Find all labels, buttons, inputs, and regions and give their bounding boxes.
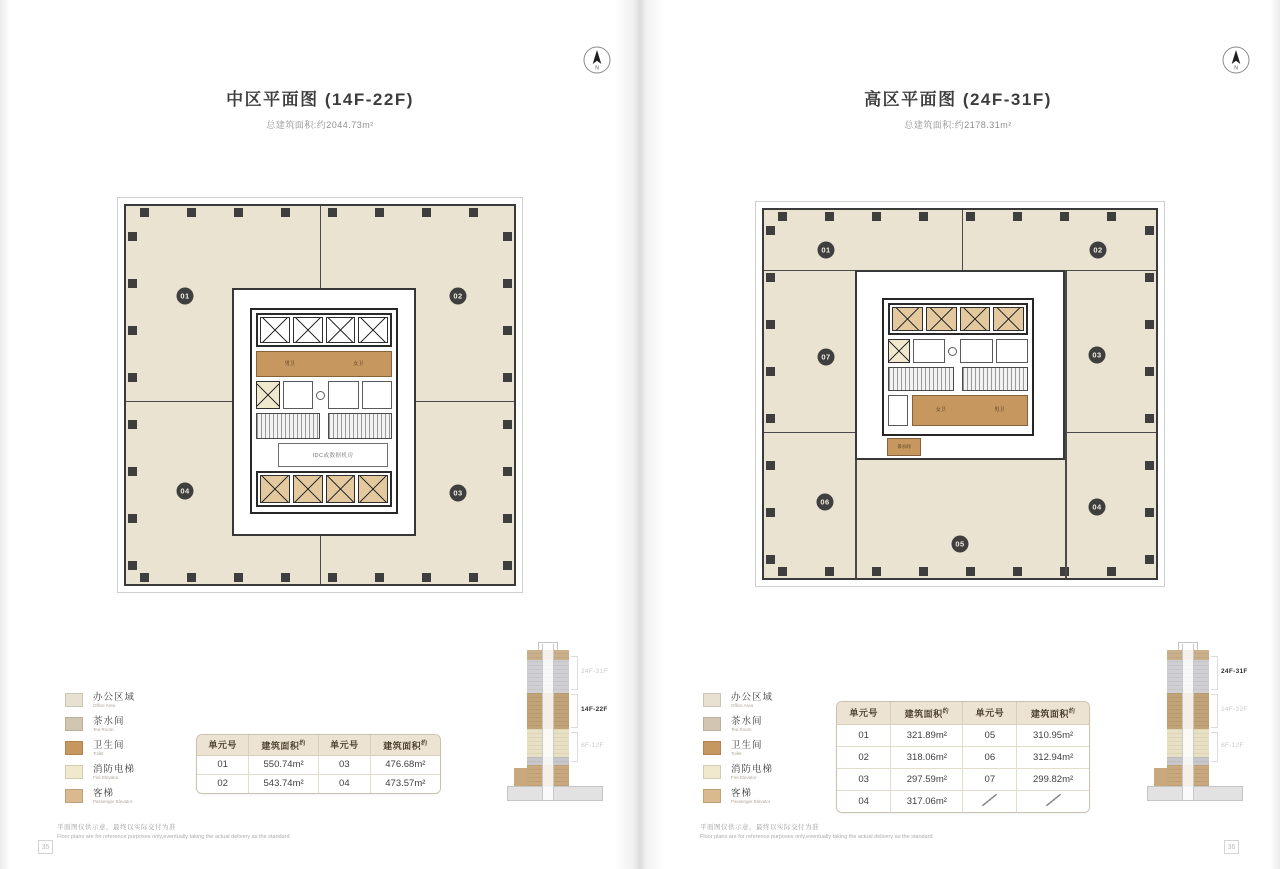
unit-badge-01: 01: [177, 288, 194, 305]
legend-item: 卫生间 Toilet: [65, 741, 200, 765]
legend-swatch-tearoom: [703, 717, 721, 731]
fixture-icon: [316, 391, 325, 400]
unit-badge-04: 04: [177, 483, 194, 500]
area-cell: 317.06m²: [891, 790, 963, 812]
unit-divider-wall: [1065, 270, 1067, 578]
unit-divider-wall: [320, 536, 321, 584]
stack-bracket: [1211, 694, 1218, 728]
mullions-left: [766, 224, 775, 564]
mullions-left: [128, 220, 137, 570]
slash-mark: [1046, 794, 1061, 806]
unit-cell: 01: [197, 755, 249, 774]
unit-badge-02: 02: [450, 288, 467, 305]
core-courtyard: [232, 288, 416, 536]
legend-swatch-toilet: [65, 741, 83, 755]
page-title: 中区平面图 (14F-22F): [226, 90, 414, 109]
area-cell: 543.74m²: [249, 774, 319, 793]
fixture-icon: [948, 347, 957, 356]
area-cell: 550.74m²: [249, 755, 319, 774]
slash-mark: [982, 794, 997, 806]
stair-zone: [888, 367, 1028, 391]
fire-elevator-icon: [888, 339, 910, 363]
service-room: [283, 381, 313, 409]
stack-label-6-12: 6F-12F: [581, 742, 604, 749]
unit-divider-wall: [764, 432, 855, 433]
legend-item: 卫生间 Toilet: [703, 741, 838, 765]
table-header-row: 单元号 建筑面积$^约$ 单元号 建筑面积$^约$: [837, 702, 1089, 724]
stairwell-icon: [962, 367, 1028, 391]
area-table-mid-zone: [196, 734, 441, 794]
unit-divider-wall: [1066, 432, 1156, 433]
empty-cell: [1017, 790, 1089, 812]
table-row: [837, 790, 1089, 812]
legend: [703, 693, 838, 813]
svg-text:N: N: [595, 65, 599, 72]
elevator-shaft-icon: [358, 475, 388, 503]
stack-label-14-22: 14F-22F: [1221, 706, 1248, 713]
stair-zone: [256, 413, 392, 439]
elevator-shaft-icon: [926, 307, 957, 331]
idc-room: IDC或数据机房: [278, 443, 388, 467]
legend-item: 办公区域 Office Area: [65, 693, 200, 717]
toilet-zone: [912, 395, 1028, 426]
service-room: [328, 381, 358, 409]
stairwell-icon: [328, 413, 392, 439]
unit-divider-wall: [126, 401, 232, 402]
legend-swatch-tearoom: [65, 717, 83, 731]
stack-bracket: [1211, 656, 1218, 690]
core-courtyard: [855, 270, 1065, 460]
elevator-shaft-icon: [993, 307, 1024, 331]
north-compass-icon: [582, 45, 612, 75]
building-stack-diagram: [1145, 640, 1257, 810]
page-number: 35: [38, 840, 53, 854]
stack-shaft: [1182, 644, 1194, 800]
stairwell-icon: [256, 413, 320, 439]
stack-label-6-12: 6F-12F: [1221, 742, 1244, 749]
service-room: [362, 381, 392, 409]
legend-swatch-passenger-elevator: [65, 789, 83, 803]
elevator-shaft-icon: [260, 475, 290, 503]
elevator-shaft-icon: [326, 475, 356, 503]
area-cell: 299.82m²: [1017, 768, 1089, 790]
service-room: [913, 339, 945, 363]
stack-label-24-31: 24F-31F: [581, 668, 608, 675]
unit-badge-04: 04: [1089, 499, 1106, 516]
page-subtitle: 总建筑面积:约2178.31m²: [904, 120, 1012, 130]
elevator-shaft-icon: [326, 317, 356, 343]
stack-base: [1147, 786, 1243, 801]
elevator-bank: [256, 471, 392, 507]
toilet-female-label: 女卫: [353, 360, 364, 367]
legend-item: 茶水间 Tea Room: [65, 717, 200, 741]
unit-cell: 01: [837, 724, 891, 746]
north-compass-icon: [1221, 45, 1251, 75]
unit-badge-02: 02: [1090, 242, 1107, 259]
legend-swatch-fire-elevator: [703, 765, 721, 779]
area-cell: 476.68m²: [370, 755, 440, 774]
empty-cell: [963, 790, 1017, 812]
unit-cell: 05: [963, 724, 1017, 746]
building-core: [882, 298, 1034, 436]
unit-divider-wall: [416, 401, 514, 402]
table-header-row: 单元号 建筑面积$^约$ 单元号 建筑面积$^约$: [197, 735, 440, 755]
area-cell: 473.57m²: [370, 774, 440, 793]
tea-room: 茶水间: [887, 438, 921, 456]
legend-swatch-office: [65, 693, 83, 707]
unit-badge-06: 06: [817, 494, 834, 511]
unit-divider-wall: [962, 210, 963, 270]
area-cell: 312.94m²: [1017, 746, 1089, 768]
area-cell: 297.59m²: [891, 768, 963, 790]
unit-cell: 06: [963, 746, 1017, 768]
stairwell-icon: [888, 367, 954, 391]
left-page-edge-shadow: [0, 0, 10, 869]
mullions-right: [503, 220, 512, 570]
page-title: 高区平面图 (24F-31F): [864, 90, 1052, 109]
building-stack-diagram: [505, 640, 617, 810]
unit-cell: 04: [837, 790, 891, 812]
elevator-bank: [256, 313, 392, 347]
building-core: [250, 308, 398, 514]
unit-badge-01: 01: [818, 242, 835, 259]
right-page-edge-shadow: [1270, 0, 1280, 869]
stack-base: [507, 786, 603, 801]
legend-item: 客梯 Passenger Elevator: [703, 789, 838, 813]
legend-item: 办公区域 Office Area: [703, 693, 838, 717]
toilet-male-label: 男卫: [284, 360, 295, 367]
disclaimer: 平面图仅供示意，最终以实际交付为准 Floor plans are for reference purposes only,eventually taking the actual delivery as the standard: [57, 824, 290, 841]
elevator-shaft-icon: [358, 317, 388, 343]
legend-swatch-office: [703, 693, 721, 707]
stack-label-24-31: 24F-31F: [1221, 668, 1248, 675]
unit-badge-03: 03: [450, 485, 467, 502]
toilet-male-label: 男卫: [994, 407, 1005, 413]
elevator-shaft-icon: [293, 317, 323, 343]
stack-bracket: [1211, 732, 1218, 762]
legend-item: 客梯 Passenger Elevator: [65, 789, 200, 813]
service-zone: [888, 339, 1028, 363]
unit-cell: 03: [318, 755, 370, 774]
table-row: [837, 746, 1089, 768]
legend: [65, 693, 200, 813]
unit-cell: 03: [837, 768, 891, 790]
area-cell: 318.06m²: [891, 746, 963, 768]
mullions-bottom: [778, 567, 1142, 576]
unit-cell: 02: [837, 746, 891, 768]
legend-swatch-fire-elevator: [65, 765, 83, 779]
stack-bracket: [571, 656, 578, 690]
unit-badge-05: 05: [952, 536, 969, 553]
unit-cell: 04: [318, 774, 370, 793]
page-subtitle: 总建筑面积:约2044.73m²: [266, 120, 374, 130]
floor-plan-mid-zone: [124, 204, 516, 586]
legend-swatch-passenger-elevator: [703, 789, 721, 803]
table-row: [197, 755, 440, 774]
elevator-shaft-icon: [293, 475, 323, 503]
svg-text:N: N: [1234, 65, 1238, 72]
table-row: [837, 768, 1089, 790]
legend-item: 消防电梯 Fire Elevator: [65, 765, 200, 789]
service-room: [996, 339, 1028, 363]
table-row: [197, 774, 440, 793]
disclaimer: 平面图仅供示意，最终以实际交付为准 Floor plans are for reference purposes only,eventually taking the actual delivery as the standard: [700, 824, 933, 841]
toilet-female-label: 女卫: [935, 407, 946, 413]
mullions-top: [778, 212, 1142, 221]
area-cell: 310.95m²: [1017, 724, 1089, 746]
mullions-right: [1145, 224, 1154, 564]
unit-cell: 02: [197, 774, 249, 793]
unit-badge-07: 07: [818, 349, 835, 366]
stack-shaft: [542, 644, 554, 800]
page-number: 36: [1224, 840, 1239, 854]
fire-elevator-icon: [256, 381, 280, 409]
area-table-high-zone: [836, 701, 1090, 813]
stack-bracket: [571, 732, 578, 762]
stack-label-14-22: 14F-22F: [581, 706, 608, 713]
stack-podium: [1154, 768, 1167, 788]
stack-bracket: [571, 694, 578, 728]
unit-divider-wall: [320, 206, 321, 288]
service-room: [888, 395, 908, 426]
elevator-shaft-icon: [960, 307, 991, 331]
toilet-zone: [256, 351, 392, 377]
page-gutter-shadow: [614, 0, 666, 869]
legend-swatch-toilet: [703, 741, 721, 755]
service-room: [960, 339, 992, 363]
stack-podium: [514, 768, 527, 788]
legend-item: 茶水间 Tea Room: [703, 717, 838, 741]
elevator-shaft-icon: [260, 317, 290, 343]
elevator-shaft-icon: [892, 307, 923, 331]
service-zone: [256, 381, 392, 409]
table-row: [837, 724, 1089, 746]
legend-item: 消防电梯 Fire Elevator: [703, 765, 838, 789]
elevator-bank: [888, 303, 1028, 335]
floor-plan-high-zone: [762, 208, 1158, 580]
unit-badge-03: 03: [1089, 347, 1106, 364]
area-cell: 321.89m²: [891, 724, 963, 746]
unit-cell: 07: [963, 768, 1017, 790]
